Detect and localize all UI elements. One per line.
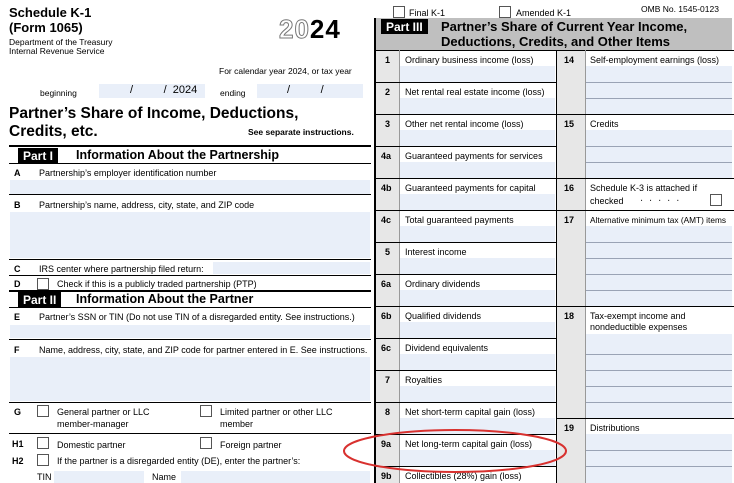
- line-19-label: Distributions: [590, 423, 640, 433]
- line-2-num: 2: [385, 87, 391, 97]
- line-16-leader-dots: .....: [640, 192, 686, 204]
- line-16-label-2: checked: [590, 196, 624, 206]
- line-3-num: 3: [385, 119, 391, 129]
- line-1-label: Ordinary business income (loss): [405, 55, 534, 65]
- row-g-letter: G: [14, 407, 22, 417]
- line-18-label-2: nondeductible expenses: [590, 322, 688, 332]
- part-2-title: Information About the Partner: [76, 292, 254, 306]
- general-partner-label-2: member-manager: [57, 419, 129, 429]
- form-number: (Form 1065): [9, 20, 83, 35]
- line-6b-num: 6b: [381, 311, 392, 321]
- line-6a-num: 6a: [381, 279, 392, 289]
- part-1-badge: Part I: [18, 148, 58, 163]
- row-h2-label: If the partner is a disregarded entity (DE), enter the partner’s:: [57, 456, 301, 466]
- de-name-label: Name: [152, 472, 177, 482]
- line-8-num: 8: [385, 407, 391, 417]
- row-h1-letter: H1: [12, 439, 24, 449]
- line-17-label: Alternative minimum tax (AMT) items: [590, 215, 726, 225]
- row-a-letter: A: [14, 168, 21, 178]
- row-f-letter: F: [14, 345, 20, 355]
- line-4c-num: 4c: [381, 215, 392, 225]
- line-16-num: 16: [564, 183, 575, 193]
- amended-k1-label: Amended K-1: [516, 8, 572, 18]
- line-4a-label: Guaranteed payments for services: [405, 151, 543, 161]
- line-3-label: Other net rental income (loss): [405, 119, 524, 129]
- agency-line-1: Department of the Treasury: [9, 37, 113, 47]
- line-1-num: 1: [385, 55, 391, 65]
- highlight-ellipse-shape: [344, 430, 566, 472]
- line-14-label: Self-employment earnings (loss): [590, 55, 720, 65]
- part-3-title-line-1: Partner’s Share of Current Year Income,: [441, 19, 688, 34]
- domestic-partner-label: Domestic partner: [57, 440, 126, 450]
- line-4a-num: 4a: [381, 151, 392, 161]
- line-7-num: 7: [385, 375, 391, 385]
- row-c-letter: C: [14, 264, 21, 274]
- part-3-badge: Part III: [381, 19, 428, 34]
- ending-date-value: / /: [287, 84, 324, 96]
- line-15-num: 15: [564, 119, 575, 129]
- limited-partner-label-2: member: [220, 419, 254, 429]
- row-d-label: Check if this is a publicly traded partnership (PTP): [57, 279, 257, 289]
- line-5-label: Interest income: [405, 247, 467, 257]
- line-2-label: Net rental real estate income (loss): [405, 87, 545, 97]
- line-5-num: 5: [385, 247, 391, 257]
- main-title-line-1: Partner’s Share of Income, Deductions,: [9, 105, 299, 122]
- agency-line-2: Internal Revenue Service: [9, 46, 105, 56]
- form-title: Schedule K-1: [9, 5, 92, 20]
- main-title-line-2: Credits, etc.: [9, 123, 98, 140]
- general-partner-label-1: General partner or LLC: [57, 407, 150, 417]
- line-14-num: 14: [564, 55, 575, 65]
- part-1-title: Information About the Partnership: [76, 148, 280, 162]
- line-9b-num: 9b: [381, 471, 392, 481]
- beginning-date-value: / / 2024: [130, 84, 198, 96]
- row-b-label: Partnership’s name, address, city, state, and ZIP code: [39, 200, 255, 210]
- row-h2-letter: H2: [12, 456, 24, 466]
- final-k1-label: Final K-1: [409, 8, 446, 18]
- omb-number: OMB No. 1545-0123: [641, 4, 719, 14]
- tax-year-bold: 24: [309, 14, 341, 44]
- de-tin-label: TIN: [37, 472, 52, 482]
- line-8-label: Net short-term capital gain (loss): [405, 407, 536, 417]
- row-f-label: Name, address, city, state, and ZIP code for partner entered in E. See instructions.: [39, 345, 368, 355]
- see-separate-instructions: See separate instructions.: [248, 127, 354, 137]
- limited-partner-label-1: Limited partner or other LLC: [220, 407, 333, 417]
- line-18-label: Tax-exempt income and: [590, 311, 686, 321]
- row-a-label: Partnership’s employer identification number: [39, 168, 217, 178]
- line-4b-label: Guaranteed payments for capital: [405, 183, 536, 193]
- line-6b-label: Qualified dividends: [405, 311, 482, 321]
- line-16-label: Schedule K-3 is attached if: [590, 183, 698, 193]
- row-e-label: Partner’s SSN or TIN (Do not use TIN of a disregarded entity. See instructions.): [39, 312, 355, 322]
- part-2-badge: Part II: [18, 292, 61, 307]
- beginning-label: beginning: [40, 88, 77, 98]
- foreign-partner-label: Foreign partner: [220, 440, 282, 450]
- line-9a-label: Net long-term capital gain (loss): [405, 439, 533, 449]
- line-17-num: 17: [564, 215, 575, 225]
- line-4c-label: Total guaranteed payments: [405, 215, 514, 225]
- row-c-label: IRS center where partnership filed return:: [39, 264, 204, 274]
- line-15-label: Credits: [590, 119, 619, 129]
- line-6a-label: Ordinary dividends: [405, 279, 481, 289]
- tax-year-outline: 20: [279, 14, 310, 44]
- line-9a-num: 9a: [381, 439, 392, 449]
- line-4b-num: 4b: [381, 183, 392, 193]
- line-6c-label: Dividend equivalents: [405, 343, 489, 353]
- line-18-num: 18: [564, 311, 575, 321]
- line-9b-label: Collectibles (28%) gain (loss): [405, 471, 522, 481]
- line-19-num: 19: [564, 423, 575, 433]
- calendar-year-text: For calendar year 2024, or tax year: [219, 66, 352, 76]
- line-6c-num: 6c: [381, 343, 392, 353]
- row-e-letter: E: [14, 312, 21, 322]
- row-d-letter: D: [14, 279, 21, 289]
- part-3-title-line-2: Deductions, Credits, and Other Items: [441, 34, 670, 49]
- row-b-letter: B: [14, 200, 21, 210]
- ending-label: ending: [220, 88, 246, 98]
- line-7-label: Royalties: [405, 375, 443, 385]
